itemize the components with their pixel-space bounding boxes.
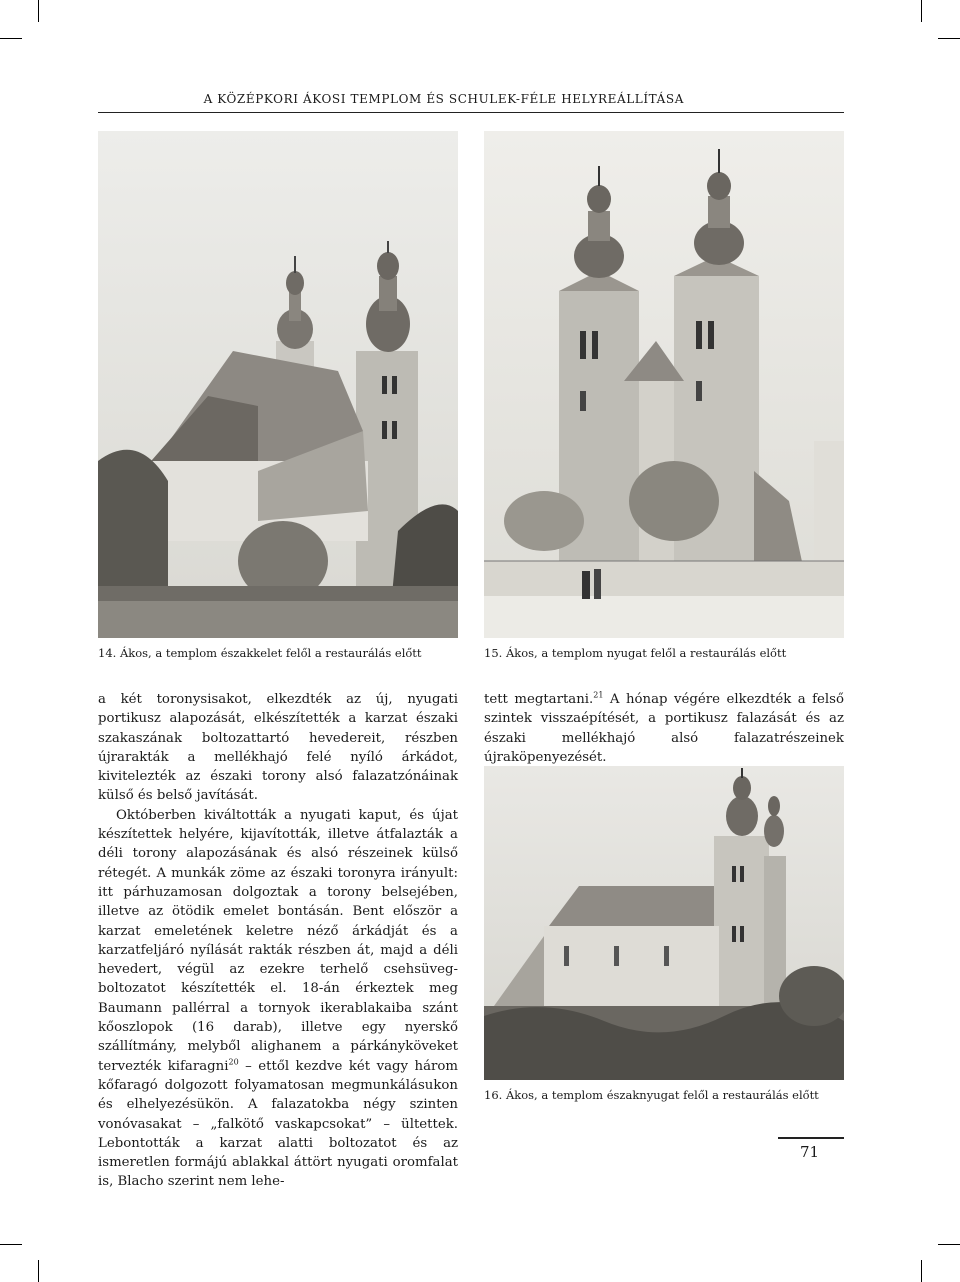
crop-mark bbox=[38, 0, 39, 22]
text-run: A hónap végére elkezdték a felső szintek visszaépítését, a portikusz falazását és az északi mellékhajó alsó falazatrészeinek újraköpenyezését. bbox=[484, 692, 844, 765]
running-header bbox=[98, 88, 844, 113]
text-column-right bbox=[484, 690, 844, 767]
paragraph: a két toronysisakot, elkezdték az új, nyugati portikusz alapozását, elkészítették a karzat északi szakaszának boltozattartó hevedereit, részben újrarakták a mellékhajó felé nyíló árkádot, kivitelezték az északi torony alsó falazatzónáinak külső és belső javítását. bbox=[98, 692, 458, 804]
photo-church-west bbox=[484, 131, 844, 638]
text-column-left bbox=[98, 690, 458, 1192]
running-header-title: A KÖZÉPKORI ÁKOSI TEMPLOM ÉS SCHULEK-FÉLE HELYREÁLLÍTÁSA bbox=[203, 92, 684, 106]
crop-mark bbox=[0, 1244, 22, 1245]
crop-mark bbox=[938, 38, 960, 39]
footnote-ref: 21 bbox=[593, 690, 604, 700]
text-run: – ettől kezdve két vagy három kőfaragó dolgozott folyamatosan megmunkálásukon és elhelyezésükön. A falazatokba négy szinten vonóvasakat – „falkötő vaskapcsokat” – ültettek. Lebontották a karzat alatti boltozatot és az ismeretlen formájú ablakkal áttört nyugati oromfalat is, Blacho szerint nem lehe- bbox=[98, 1058, 459, 1190]
page-number: 71 bbox=[800, 1143, 820, 1161]
page-number-rule bbox=[778, 1137, 844, 1139]
footnote-ref: 20 bbox=[228, 1057, 239, 1067]
crop-mark bbox=[921, 1260, 922, 1282]
text-run: tett megtartani. bbox=[484, 692, 594, 707]
paragraph bbox=[98, 806, 458, 1192]
text-run: Októberben kiváltották a nyugati kaput, és újat készítettek helyére, kijavították, illetve átfalazták a déli torony alapozásának és alsó részeinek külső rétegét. A munkák zöme az északi toronyra irányult: itt párhuzamosan dolgoztak a torony belsejében, illetve az ötödik emelet bontásán. Bent először a karzat emeletének keletre néző árkádját és a karzatfeljáró nyílását rakták részben át, majd a déli hevedert, végül az ezekre terhelő csehsüveg-boltozatot készítették el. 18-án érkeztek meg Baumann pallérral a tornyok ikerablakaiba szánt kőoszlopok (16 darab), illetve egy nyerskő szállítmány, melyből alighanem a párkányköveket tervezték kifaragni bbox=[98, 807, 458, 1074]
figure-caption: 16. Ákos, a templom északnyugat felől a restaurálás előtt bbox=[484, 1088, 819, 1102]
crop-mark bbox=[938, 1244, 960, 1245]
crop-mark bbox=[0, 38, 22, 39]
photo-church-northeast bbox=[98, 131, 458, 638]
photo-church-northwest bbox=[484, 766, 844, 1080]
figure-caption: 14. Ákos, a templom északkelet felől a restaurálás előtt bbox=[98, 646, 422, 660]
paragraph bbox=[484, 690, 844, 767]
crop-mark bbox=[38, 1260, 39, 1282]
figure-caption: 15. Ákos, a templom nyugat felől a restaurálás előtt bbox=[484, 646, 787, 660]
crop-mark bbox=[921, 0, 922, 22]
